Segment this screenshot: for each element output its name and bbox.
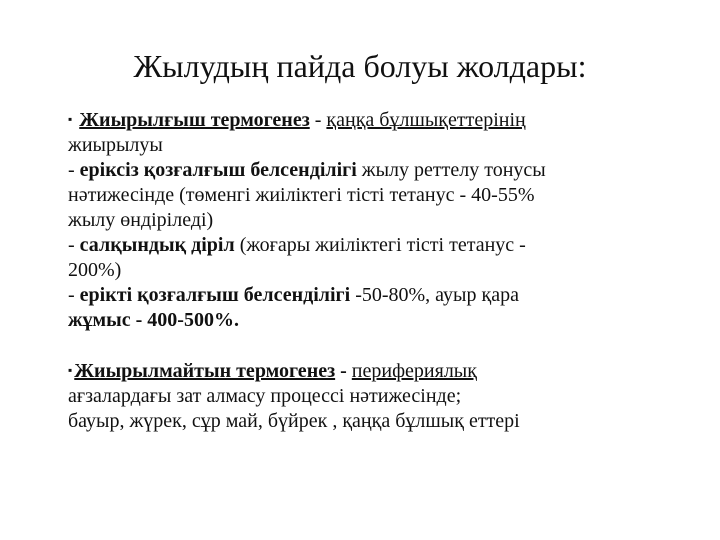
item2-prefix: - — [68, 234, 80, 256]
slide-body — [68, 108, 668, 434]
item3-term: ерікті қозғалғыш белсенділігі — [79, 284, 351, 306]
section2-term: Жиырылмайтын термогенез — [74, 360, 336, 382]
item3-line2: жұмыс - 400-500%. — [68, 309, 239, 331]
square-bullet-icon: ▪ — [68, 362, 73, 377]
section2-dash: - — [335, 360, 352, 382]
section2-line2: ағзалардағы зат алмасу процессі нәтижесінде; — [68, 385, 462, 407]
section1-line1 — [68, 108, 668, 133]
item1-term: еріксіз қозғалғыш белсенділігі — [79, 159, 357, 181]
section1-line1-rest: қаңқа бұлшықеттерінің — [326, 109, 526, 131]
item1-line2: нәтижесінде (төменгі жиіліктегі тісті тетанус - 40-55% — [68, 184, 535, 206]
section2-line3: бауыр, жүрек, сұр май, бүйрек , қаңқа бұлшық еттері — [68, 410, 520, 432]
slide-title: Жылудың пайда болуы жолдары: — [133, 48, 587, 84]
item2-line2: 200%) — [68, 259, 122, 281]
item1-line3: жылу өндіріледі) — [68, 209, 214, 231]
item1-prefix: - — [68, 159, 80, 181]
item1-line1 — [68, 158, 668, 183]
square-bullet-icon: ▪ — [68, 111, 73, 126]
item2-term: салқындық діріл — [79, 234, 235, 256]
item1-line1-rest: жылу реттелу тонусы — [356, 159, 546, 181]
item3-prefix: - — [68, 284, 80, 306]
item2-line1-rest: (жоғары жиіліктегі тісті тетанус - — [234, 234, 526, 256]
item3-line1 — [68, 283, 668, 308]
item2-line1 — [68, 233, 668, 258]
section-spacer — [68, 333, 668, 359]
section2-line1 — [68, 359, 668, 384]
item3-line1-rest: -50-80%, ауыр қара — [350, 284, 519, 306]
section1-dash: - — [309, 109, 327, 131]
section2-line1-rest: перифериялық — [351, 360, 477, 382]
section1-line2: жиырылуы — [68, 134, 163, 156]
section1-term: Жиырылғыш термогенез — [79, 109, 310, 131]
